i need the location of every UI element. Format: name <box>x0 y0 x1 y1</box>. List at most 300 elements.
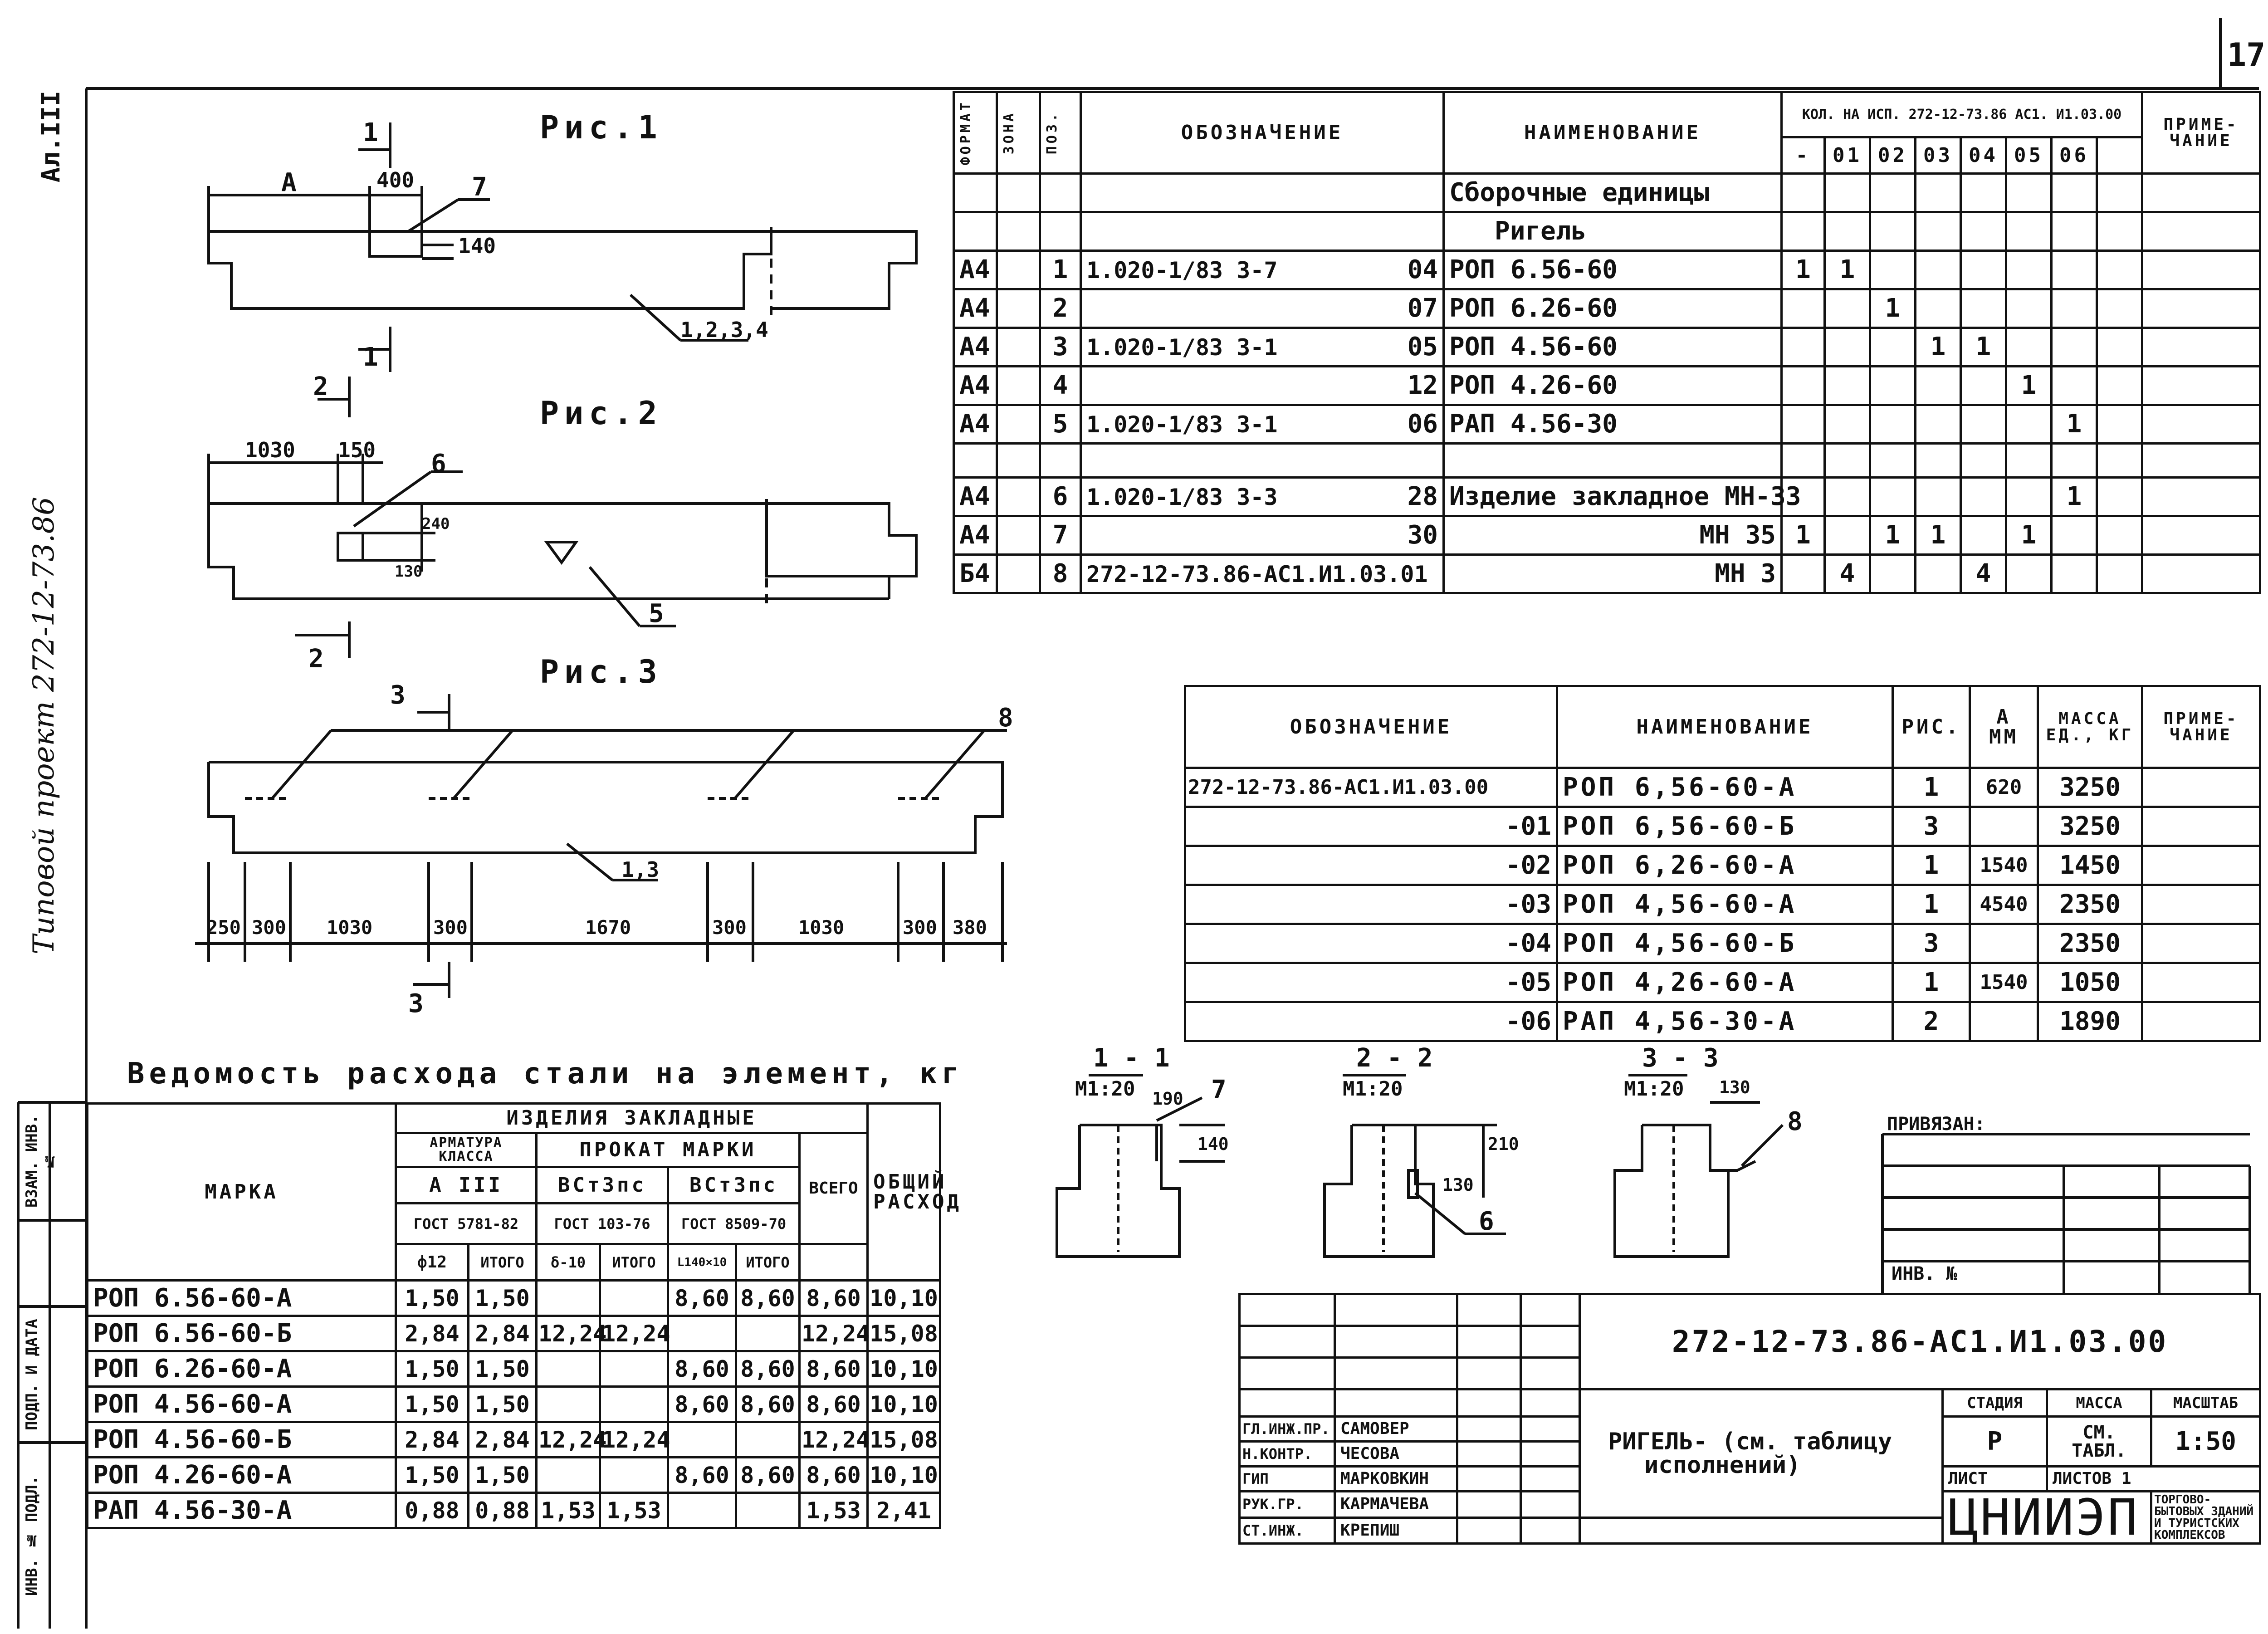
section1-d190: 190 <box>1152 1089 1183 1109</box>
cut2-bottom: 2 <box>308 644 324 674</box>
spec-qty <box>2006 289 2052 328</box>
spec-qty <box>2006 328 2052 367</box>
exec-name: РОП 6,56-60-А <box>1557 768 1893 807</box>
steel-value: 8,60 <box>800 1281 868 1316</box>
privyazan-label: ПРИВЯЗАН: <box>1887 1114 1985 1135</box>
steel-mark: РОП 4.26-60-А <box>88 1458 396 1493</box>
exec-row <box>1185 963 2260 1002</box>
fig3-dim: 1670 <box>585 916 631 939</box>
person-name: ЧЕСОВА <box>1335 1442 1457 1467</box>
title-block <box>1238 1293 2261 1545</box>
spec-qty: 1 <box>1870 289 1916 328</box>
spec-format: А4 <box>954 289 997 328</box>
spec-qty <box>1870 405 1916 444</box>
section2-title: 2 - 2 <box>1356 1043 1433 1073</box>
spec-pos: 1 <box>1040 251 1081 289</box>
exec-a: 1540 <box>1970 963 2038 1002</box>
steel-hdr-l140: L140×10 <box>668 1244 736 1281</box>
section1-d140: 140 <box>1198 1134 1229 1154</box>
steel-value: 10,10 <box>868 1351 940 1387</box>
steel-table-title: Ведомость расхода стали на элемент, кг <box>127 1057 964 1091</box>
steel-mark: РОП 6.56-60-Б <box>88 1316 396 1351</box>
steel-value: 2,84 <box>469 1316 537 1351</box>
exec-name: РОП 4,56-60-Б <box>1557 924 1893 963</box>
steel-value <box>736 1316 800 1351</box>
exec-row <box>1185 924 2260 963</box>
spec-pos: 6 <box>1040 478 1081 516</box>
exec-a <box>1970 807 2038 846</box>
steel-value: 2,84 <box>469 1422 537 1458</box>
spec-designation <box>1081 555 1444 593</box>
steel-mark: РОП 6.56-60-А <box>88 1281 396 1316</box>
qty-col: 05 <box>2006 137 2052 174</box>
spec-qty: 1 <box>2052 405 2097 444</box>
spec-format: А4 <box>954 516 997 555</box>
steel-value <box>668 1422 736 1458</box>
spec-qty <box>2052 516 2097 555</box>
exec-designation: -01 <box>1185 807 1557 846</box>
steel-value <box>668 1316 736 1351</box>
hdr-name: НАИМЕНОВАНИЕ <box>1444 92 1782 174</box>
steel-value <box>736 1422 800 1458</box>
spec-qty: 4 <box>1961 555 2006 593</box>
cut1-top: 1 <box>363 118 378 147</box>
stamp-inv: ИНВ. № ПОДЛ. <box>23 1475 41 1596</box>
title-name-line1: РИГЕЛЬ- (см. таблицу <box>1608 1428 1892 1455</box>
spec-qty <box>1870 478 1916 516</box>
spec-qty: 1 <box>1961 328 2006 367</box>
exec-mass: 1890 <box>2038 1002 2142 1041</box>
steel-value: 12,24 <box>600 1316 668 1351</box>
title-sheet-h: ЛИСТ <box>1943 1467 2047 1492</box>
steel-value: 8,60 <box>668 1458 736 1493</box>
steel-hdr-vst2: ВСт3пс <box>668 1167 800 1203</box>
spec-qty <box>1825 328 1870 367</box>
person-role: ГЛ.ИНЖ.ПР. <box>1240 1417 1335 1442</box>
steel-value <box>736 1493 800 1528</box>
steel-value: 1,50 <box>396 1387 469 1422</box>
hdr-note: ПРИМЕ-ЧАНИЕ <box>2142 92 2260 174</box>
spec-pos: 5 <box>1040 405 1081 444</box>
steel-value <box>600 1351 668 1387</box>
exec-designation: -06 <box>1185 1002 1557 1041</box>
spec-qty <box>2006 405 2052 444</box>
spec-format: Б4 <box>954 555 997 593</box>
spec-qty <box>1782 289 1825 328</box>
spec-des-sheet: 04 <box>1407 255 1438 284</box>
exec-row <box>1185 885 2260 924</box>
person-name: КАРМАЧЕВА <box>1335 1492 1457 1518</box>
spec-qty: 1 <box>1782 251 1825 289</box>
fig2-dim-1030: 1030 <box>245 438 295 462</box>
exec-a <box>1970 924 2038 963</box>
steel-value: 8,60 <box>668 1351 736 1387</box>
spec-des-code: 272-12-73.86-АС1.И1.03.01 <box>1086 561 1428 587</box>
fig2-pos6: 6 <box>431 449 446 479</box>
steel-value: 1,53 <box>600 1493 668 1528</box>
fig3-pos-list: 1,3 <box>621 857 660 882</box>
spec-name: МН 3 <box>1444 555 1782 593</box>
spec-qty: 4 <box>1825 555 1870 593</box>
fig1-dim-400: 400 <box>376 168 415 192</box>
steel-value: 1,50 <box>469 1281 537 1316</box>
cut1-bottom: 1 <box>363 342 378 372</box>
spec-qty <box>2052 328 2097 367</box>
spec-table <box>953 91 2261 594</box>
steel-value: 2,41 <box>868 1493 940 1528</box>
spec-name: РАП 4.56-30 <box>1444 405 1782 444</box>
spec-qty <box>2052 367 2097 405</box>
steel-mark: РОП 6.26-60-А <box>88 1351 396 1387</box>
title-name-line2: исполнений) <box>1644 1451 1801 1479</box>
steel-hdr-rolled: ПРОКАТ МАРКИ <box>537 1133 800 1167</box>
steel-mark: РОП 4.56-60-Б <box>88 1422 396 1458</box>
steel-value: 0,88 <box>469 1493 537 1528</box>
spec-qty <box>1961 516 2006 555</box>
exec-hdr-designation: ОБОЗНАЧЕНИЕ <box>1185 686 1557 768</box>
spec-qty <box>1916 251 1961 289</box>
exec-mass: 2350 <box>2038 924 2142 963</box>
spec-designation <box>1081 251 1444 289</box>
steel-value: 10,10 <box>868 1387 940 1422</box>
fig1-pos-list: 1,2,3,4 <box>680 318 768 342</box>
steel-row <box>88 1493 940 1528</box>
exec-fig: 2 <box>1893 1002 1970 1041</box>
spec-qty <box>1916 367 1961 405</box>
steel-value: 0,88 <box>396 1493 469 1528</box>
spec-qty <box>1870 328 1916 367</box>
exec-hdr-name: НАИМЕНОВАНИЕ <box>1557 686 1893 768</box>
spec-format: А4 <box>954 367 997 405</box>
steel-hdr-d12: ф12 <box>396 1244 469 1281</box>
steel-value: 12,24 <box>600 1422 668 1458</box>
fig1-dim-a: А <box>281 168 297 197</box>
spec-des-code: 1.020-1/83 3-1 <box>1086 411 1278 438</box>
steel-value <box>537 1281 600 1316</box>
cut2-top: 2 <box>313 372 328 401</box>
steel-value: 8,60 <box>736 1387 800 1422</box>
spec-qty <box>1782 555 1825 593</box>
spec-name: МН 35 <box>1444 516 1782 555</box>
title-mass-h: МАССА <box>2047 1389 2151 1417</box>
steel-value <box>537 1351 600 1387</box>
fig3-pos8: 8 <box>998 703 1013 733</box>
steel-hdr-general: ОБЩИЙ РАСХОД <box>868 1104 940 1281</box>
steel-value: 8,60 <box>736 1351 800 1387</box>
spec-qty <box>1782 405 1825 444</box>
section1-pos: 7 <box>1211 1075 1227 1105</box>
steel-value <box>600 1458 668 1493</box>
exec-a: 620 <box>1970 768 2038 807</box>
title-stage-h: СТАДИЯ <box>1943 1389 2047 1417</box>
spec-des-sheet: 12 <box>1407 371 1438 400</box>
steel-value <box>600 1387 668 1422</box>
exec-name: РОП 6,56-60-Б <box>1557 807 1893 846</box>
exec-name: РОП 6,26-60-А <box>1557 846 1893 885</box>
steel-hdr-total3: ИТОГО <box>736 1244 800 1281</box>
spec-des-sheet: 06 <box>1407 409 1438 439</box>
steel-hdr-total1: ИТОГО <box>469 1244 537 1281</box>
steel-row <box>88 1316 940 1351</box>
fig3-dim: 300 <box>252 916 286 939</box>
fig1-title: Рис.1 <box>540 109 663 146</box>
steel-mark: РАП 4.56-30-А <box>88 1493 396 1528</box>
exec-a: 4540 <box>1970 885 2038 924</box>
exec-fig: 1 <box>1893 768 1970 807</box>
cut3-bottom: 3 <box>408 989 424 1018</box>
steel-value: 2,84 <box>396 1316 469 1351</box>
steel-value: 12,24 <box>800 1422 868 1458</box>
title-org-sub: ТОРГОВО-БЫТОВЫХ ЗДАНИЙ И ТУРИСТСКИХ КОМПЛЕКСОВ <box>2151 1492 2260 1544</box>
steel-value <box>600 1281 668 1316</box>
spec-format: А4 <box>954 328 997 367</box>
section2-d210: 210 <box>1488 1134 1519 1154</box>
exec-designation: -04 <box>1185 924 1557 963</box>
spec-row <box>954 555 2260 593</box>
qty-col: 06 <box>2052 137 2097 174</box>
exec-designation: 272-12-73.86-АС1.И1.03.00 <box>1185 768 1557 807</box>
spec-pos: 7 <box>1040 516 1081 555</box>
spec-name: РОП 4.56-60 <box>1444 328 1782 367</box>
exec-name: РОП 4,26-60-А <box>1557 963 1893 1002</box>
person-name: САМОВЕР <box>1335 1417 1457 1442</box>
exec-mass: 2350 <box>2038 885 2142 924</box>
steel-value: 1,50 <box>396 1351 469 1387</box>
fig2-dim-240: 240 <box>422 515 450 533</box>
spec-qty <box>1870 367 1916 405</box>
spec-format: А4 <box>954 405 997 444</box>
spec-des-sheet: 28 <box>1407 482 1438 511</box>
spec-pos: 3 <box>1040 328 1081 367</box>
spec-qty <box>2052 251 2097 289</box>
fig3-dim: 250 <box>206 916 241 939</box>
title-sheets-h: ЛИСТОВ 1 <box>2047 1467 2260 1492</box>
exec-row <box>1185 1002 2260 1041</box>
spec-pos: 4 <box>1040 367 1081 405</box>
section2-scale: М1:20 <box>1343 1077 1403 1101</box>
spec-qty <box>1916 289 1961 328</box>
section1-title: 1 - 1 <box>1093 1043 1170 1073</box>
steel-value: 1,50 <box>469 1458 537 1493</box>
spec-qty <box>1961 289 2006 328</box>
spec-qty <box>1870 555 1916 593</box>
hdr-zone: ЗОНА <box>1001 111 1017 155</box>
spec-qty <box>2052 289 2097 328</box>
section3-pos: 8 <box>1787 1107 1803 1136</box>
privyazan-inv: ИНВ. № <box>1892 1263 1957 1284</box>
steel-value: 12,24 <box>800 1316 868 1351</box>
steel-row <box>88 1458 940 1493</box>
spec-des-code: 1.020-1/83 3-7 <box>1086 257 1278 284</box>
spec-format: А4 <box>954 251 997 289</box>
steel-row <box>88 1387 940 1422</box>
spec-qty <box>1825 289 1870 328</box>
steel-value <box>537 1458 600 1493</box>
spec-qty <box>2052 555 2097 593</box>
stamp-vzam: ВЗАМ. ИНВ. № <box>23 1115 59 1208</box>
steel-value: 1,53 <box>800 1493 868 1528</box>
steel-value: 12,24 <box>537 1316 600 1351</box>
steel-value <box>537 1387 600 1422</box>
exec-row <box>1185 807 2260 846</box>
spec-row <box>954 251 2260 289</box>
spec-row <box>954 478 2260 516</box>
exec-designation: -05 <box>1185 963 1557 1002</box>
title-name <box>1580 1389 1943 1518</box>
spec-qty: 1 <box>1870 516 1916 555</box>
steel-hdr-gost2: ГОСТ 103-76 <box>537 1203 668 1244</box>
spec-des-code: 1.020-1/83 3-1 <box>1086 334 1278 361</box>
spec-qty: 1 <box>1916 328 1961 367</box>
exec-fig: 1 <box>1893 963 1970 1002</box>
spec-row <box>954 405 2260 444</box>
spec-pos: 2 <box>1040 289 1081 328</box>
spec-qty <box>1961 405 2006 444</box>
fig2-dim-130: 130 <box>395 563 423 581</box>
steel-hdr-sum: ВСЕГО <box>800 1133 868 1244</box>
title-code: 272-12-73.86-АС1.И1.03.00 <box>1580 1294 2260 1389</box>
spec-pos: 8 <box>1040 555 1081 593</box>
title-org: ЦНИИЭП <box>1943 1492 2151 1544</box>
steel-value: 8,60 <box>736 1458 800 1493</box>
hdr-qty: КОЛ. НА ИСП. 272-12-73.86 АС1. И1.03.00 <box>1782 92 2142 137</box>
side-label: Ал.III <box>36 91 66 183</box>
steel-value: 8,60 <box>800 1458 868 1493</box>
steel-row <box>88 1422 940 1458</box>
spec-name: РОП 4.26-60 <box>1444 367 1782 405</box>
steel-hdr-total2: ИТОГО <box>600 1244 668 1281</box>
exec-hdr-fig: РИС. <box>1893 686 1970 768</box>
spec-subsection: Ригель <box>1444 212 1782 251</box>
steel-value: 12,24 <box>537 1422 600 1458</box>
spec-qty <box>1825 367 1870 405</box>
steel-value: 1,53 <box>537 1493 600 1528</box>
spec-qty: 1 <box>1825 251 1870 289</box>
title-mass: СМ. ТАБЛ. <box>2047 1417 2151 1467</box>
spec-qty: 1 <box>2052 478 2097 516</box>
exec-mass: 3250 <box>2038 807 2142 846</box>
exec-mass: 3250 <box>2038 768 2142 807</box>
steel-table <box>86 1102 962 1529</box>
person-name: КРЕПИШ <box>1335 1517 1457 1544</box>
section3-d130: 130 <box>1719 1077 1750 1097</box>
steel-mark: РОП 4.56-60-А <box>88 1387 396 1422</box>
spec-section: Сборочные единицы <box>1444 174 1782 212</box>
section1-scale: М1:20 <box>1075 1077 1135 1101</box>
steel-value: 10,10 <box>868 1281 940 1316</box>
steel-value <box>668 1493 736 1528</box>
qty-col: 01 <box>1825 137 1870 174</box>
spec-name: Изделие закладное МН-33 <box>1444 478 1782 516</box>
exec-row <box>1185 846 2260 885</box>
steel-value: 8,60 <box>800 1387 868 1422</box>
steel-value: 1,50 <box>469 1387 537 1422</box>
steel-value: 15,08 <box>868 1422 940 1458</box>
hdr-pos: ПОЗ. <box>1044 111 1060 155</box>
fig3-dim: 300 <box>433 916 468 939</box>
exec-fig: 1 <box>1893 846 1970 885</box>
person-role: Н.КОНТР. <box>1240 1442 1335 1467</box>
spec-qty: 1 <box>1782 516 1825 555</box>
steel-hdr-gost1: ГОСТ 5781-82 <box>396 1203 537 1244</box>
fig1-dim-140: 140 <box>458 234 496 258</box>
cut3-top: 3 <box>390 680 406 710</box>
spec-designation <box>1081 328 1444 367</box>
project-vertical: Типовой проект 272-12-73.86 <box>27 497 61 955</box>
exec-row <box>1185 768 2260 807</box>
fig3-dim: 1030 <box>327 916 373 939</box>
spec-qty <box>2006 478 2052 516</box>
steel-value: 8,60 <box>736 1281 800 1316</box>
spec-designation <box>1081 289 1444 328</box>
exec-a <box>1970 1002 2038 1041</box>
steel-hdr-gost3: ГОСТ 8509-70 <box>668 1203 800 1244</box>
spec-qty: 1 <box>1916 516 1961 555</box>
hdr-format: ФОРМАТ <box>958 100 974 166</box>
fig3-dim: 380 <box>953 916 987 939</box>
exec-fig: 3 <box>1893 924 1970 963</box>
spec-qty <box>1961 367 2006 405</box>
title-scale-h: МАСШТАБ <box>2151 1389 2260 1417</box>
steel-hdr-embedded: ИЗДЕЛИЯ ЗАКЛАДНЫЕ <box>396 1104 868 1133</box>
exec-name: РАП 4,56-30-А <box>1557 1002 1893 1041</box>
spec-qty <box>1782 328 1825 367</box>
exec-table <box>1184 685 2261 1042</box>
spec-qty <box>1916 478 1961 516</box>
steel-value: 8,60 <box>668 1281 736 1316</box>
steel-hdr-vst1: ВСт3пс <box>537 1167 668 1203</box>
fig1-pos7: 7 <box>472 172 487 202</box>
steel-value: 2,84 <box>396 1422 469 1458</box>
fig3-dim: 300 <box>712 916 747 939</box>
spec-name: РОП 6.56-60 <box>1444 251 1782 289</box>
fig3-dim: 300 <box>903 916 937 939</box>
qty-col: - <box>1782 137 1825 174</box>
exec-hdr-mass: МАССА ЕД., КГ <box>2038 686 2142 768</box>
hdr-designation: ОБОЗНАЧЕНИЕ <box>1081 92 1444 174</box>
fig3-dim: 1030 <box>798 916 845 939</box>
steel-value: 8,60 <box>668 1387 736 1422</box>
spec-designation <box>1081 516 1444 555</box>
fig3-title: Рис.3 <box>540 653 663 690</box>
steel-hdr-mark: МАРКА <box>88 1104 396 1281</box>
person-name: МАРКОВКИН <box>1335 1467 1457 1492</box>
spec-row <box>954 516 2260 555</box>
steel-value: 1,50 <box>469 1351 537 1387</box>
exec-hdr-a: А ММ <box>1970 686 2038 768</box>
title-scale: 1:50 <box>2151 1417 2260 1467</box>
qty-col: 02 <box>1870 137 1916 174</box>
person-role: ГИП <box>1240 1467 1335 1492</box>
steel-hdr-rebar: АРМАТУРА КЛАССА <box>396 1133 537 1167</box>
person-role: СТ.ИНЖ. <box>1240 1517 1335 1544</box>
spec-qty <box>1916 405 1961 444</box>
exec-mass: 1050 <box>2038 963 2142 1002</box>
spec-qty <box>1825 405 1870 444</box>
spec-des-code: 1.020-1/83 3-3 <box>1086 484 1278 510</box>
fig2-dim-150: 150 <box>338 438 376 462</box>
exec-hdr-note: ПРИМЕ-ЧАНИЕ <box>2142 686 2260 768</box>
steel-hdr-d10: δ-10 <box>537 1244 600 1281</box>
spec-qty <box>2006 555 2052 593</box>
steel-value: 8,60 <box>800 1351 868 1387</box>
steel-value: 10,10 <box>868 1458 940 1493</box>
sheet-number: 17 <box>2227 36 2266 73</box>
spec-des-sheet: 05 <box>1407 332 1438 362</box>
spec-row <box>954 328 2260 367</box>
spec-qty <box>2006 251 2052 289</box>
spec-des-sheet: 07 <box>1407 294 1438 323</box>
